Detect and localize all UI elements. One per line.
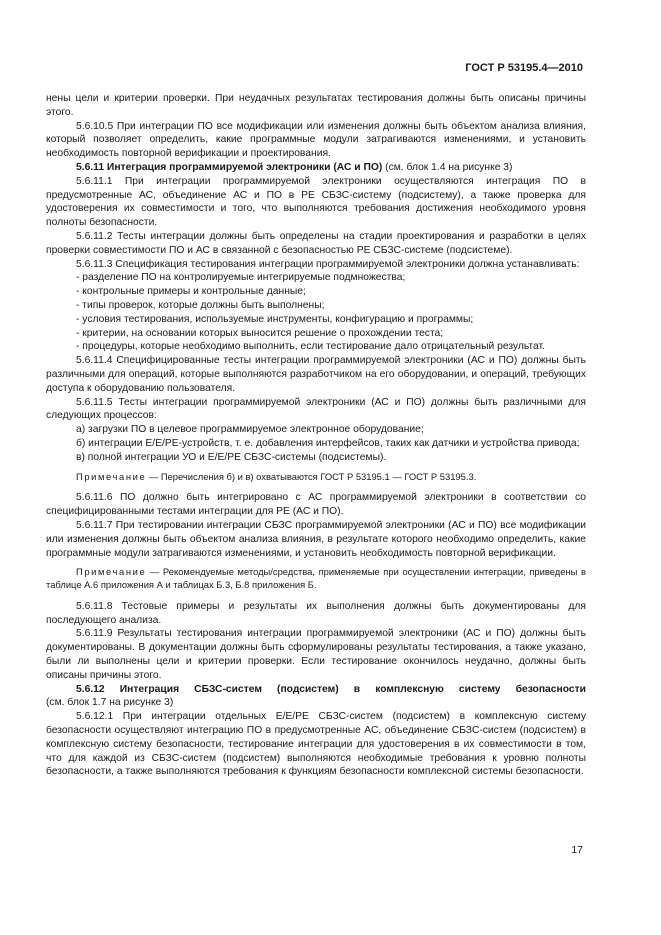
list-item: - разделение ПО на контролируемые интегрируемые подмножества; bbox=[76, 272, 406, 284]
document-body bbox=[46, 92, 586, 779]
paragraph-5-6-11-1: 5.6.11.1 При интеграции программируемой электроники осуществляются интеграция ПО в предусмотренные АС, объединение АС и ПО в PE СБЗС-систему (подсистему), а также проверка для удостоверения их совместимости и того, что выполняются требования достижения необходимого уровня полноты безопасности. bbox=[46, 175, 586, 229]
section-heading-5-6-12-ref: (см. блок 1.7 на рисунке 3) bbox=[46, 697, 174, 709]
paragraph-5-6-11-4: 5.6.11.4 Специфицированные тесты интеграции программируемой электроники (АС и ПО) должны быть различными для операций, которые выполняются разработчиком на его оборудовании, и операций, требующих доступа к оборудованию пользователя. bbox=[46, 355, 586, 394]
note bbox=[46, 471, 586, 484]
note-text: — Рекомендуемые методы/средства, применяемые при осуществлении интеграции, приведены в таблице А.6 приложения А и таблицах Б.3, Б.8 приложения Б. bbox=[46, 566, 586, 591]
list-item: б) интеграции E/E/PE-устройств, т. е. добавления интерфейсов, таких как датчики и устройства привода; bbox=[76, 437, 580, 449]
section-heading-5-6-12: 5.6.12 Интеграция СБЗС-систем (подсистем) в комплексную систему безопасности bbox=[76, 683, 586, 695]
paragraph-continuation: нены цели и критерии проверки. При неудачных результатах тестирования должны быть описаны причины этого. bbox=[46, 93, 586, 118]
section-heading-5-6-11 bbox=[46, 161, 586, 175]
paragraph-5-6-11-8: 5.6.11.8 Тестовые примеры и результаты их выполнения должны быть документированы для последующего анализа. bbox=[46, 600, 586, 626]
paragraph-5-6-11-2: 5.6.11.2 Тесты интеграции должны быть определены на стадии проектирования и разработки в целях проверки совместимости ПО и АС в связанной с безопасностью PE СБЗС-системе (подсистеме). bbox=[46, 230, 586, 256]
note-text: — Перечисления б) и в) охватываются ГОСТ Р 53195.1 — ГОСТ Р 53195.3. bbox=[146, 470, 477, 482]
list-item: - процедуры, которые необходимо выполнить, если тестирование дало отрицательный результат. bbox=[76, 341, 545, 353]
document-number-header: ГОСТ Р 53195.4—2010 bbox=[465, 62, 583, 74]
paragraph-5-6-10-5: 5.6.10.5 При интеграции ПО все модификации или изменения должны быть объектом анализа влияния, который позволяет определить, какие программные модули затрагиваются изменениями, и установить необходимость повторной верификации и проектирования. bbox=[46, 120, 586, 160]
list-item: - критерии, на основании которых выносится решение о прохождении теста; bbox=[76, 327, 444, 339]
list-item: - условия тестирования, используемые инструменты, конфигурацию и программы; bbox=[76, 313, 474, 325]
note-label: Примечание bbox=[76, 566, 147, 578]
section-heading-5-6-11-ref: (см. блок 1.4 на рисунке 3) bbox=[382, 161, 513, 173]
list-item: в) полной интеграции УО и E/E/PE СБЗС-системы (подсистемы). bbox=[76, 451, 387, 463]
paragraph-5-6-11-3: 5.6.11.3 Спецификация тестирования интеграции программируемой электроники должна устанавливать: bbox=[76, 258, 580, 270]
page-number: 17 bbox=[571, 844, 583, 856]
section-heading-5-6-11-title: 5.6.11 Интеграция программируемой электроники (АС и ПО) bbox=[76, 161, 383, 173]
paragraph-5-6-11-6: 5.6.11.6 ПО должно быть интегрировано с АС программируемой электроники в соответствии со специфицированными тестами интеграции для PE (АС и ПО). bbox=[46, 492, 586, 518]
note-label: Примечание bbox=[76, 470, 147, 482]
list-item: - контрольные примеры и контрольные данные; bbox=[76, 286, 306, 298]
paragraph-5-6-11-9: 5.6.11.9 Результаты тестирования интеграции программируемой электроники (АС и ПО) должны быть документированы. В документации должны быть сформулированы результаты тестирования, а также указано, были ли выполнены цели и критерии проверки. Если тестирование окончилось неудачно, должны быть описаны причины этого. bbox=[46, 628, 586, 681]
list-item: - типы проверок, которые должны быть выполнены; bbox=[76, 299, 325, 311]
paragraph-5-6-11-7: 5.6.11.7 При тестировании интеграции СБЗС программируемой электроники (АС и ПО) все модификации или изменения должны быть объектом анализа влияния, в результате которого необходимо определить, какие программные модули затрагиваются изменениями, и установить необходимость повторной верификации. bbox=[46, 519, 586, 559]
paragraph-5-6-12-1: 5.6.12.1 При интеграции отдельных E/E/PE СБЗС-систем (подсистем) в комплексную систему безопасности осуществляют интеграцию ПО в предусмотренные АС, объединение СБЗС-систем (подсистем) в комплексную систему безопасности, тестирование интеграции для удостоверения в их совместимости в том, что для каждой из СБЗС-систем (подсистем) выполняются необходимые требования к уровню полноты безопасности, а также выполняются требования к функциям безопасности комплексной системы безопасности. bbox=[46, 711, 586, 778]
note bbox=[46, 566, 586, 592]
paragraph-5-6-11-5: 5.6.11.5 Тесты интеграции программируемой электроники (АС и ПО) должны быть различными для следующих процессов: bbox=[46, 396, 586, 422]
list-item: а) загрузки ПО в целевое программируемое электронное оборудование; bbox=[76, 424, 424, 436]
